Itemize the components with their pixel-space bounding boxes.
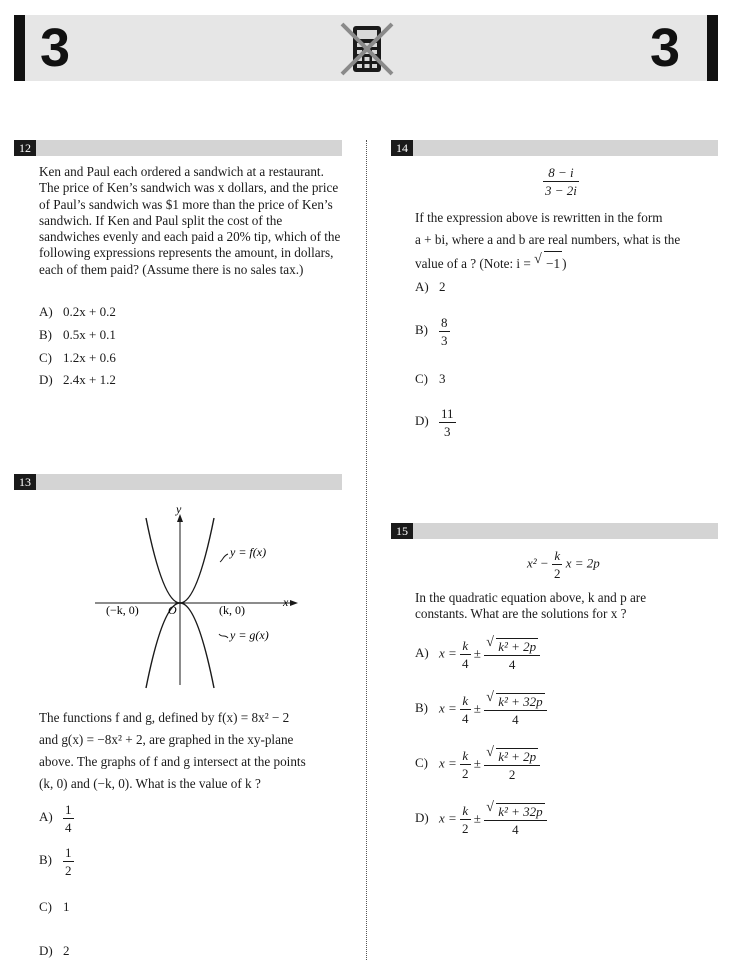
choice-14-a[interactable]: A) 2 — [415, 279, 446, 294]
choice-13-d[interactable]: D) 2 — [39, 943, 70, 958]
choice-15-d[interactable]: D) x = $\frac{k}{2}$ ± √ $\frac{\text{k² + 32p}}{4}$ — [415, 803, 547, 836]
stem-line: If the expression above is rewritten in the form — [415, 210, 663, 225]
question-15-bar — [391, 523, 718, 539]
fraction: $\frac{8 - i}{3 - 2i}$ — [545, 165, 577, 198]
question-13-stem — [39, 707, 349, 795]
choice-13-c[interactable]: C) 1 — [39, 899, 70, 914]
y-axis-label: y — [176, 502, 182, 516]
choice-15-a[interactable]: A) x = $\frac{k}{4}$ ± √ $\frac{\text{k² + 2p}}{4}$ — [415, 638, 540, 671]
choice-12-b[interactable]: B) 0.5x + 0.1 — [39, 327, 116, 342]
section-number-right: 3 — [650, 18, 681, 78]
choice-12-c[interactable]: C) 1.2x + 0.6 — [39, 350, 116, 365]
fraction: √ $\frac{\text{k² + 32p}}{4}$ — [484, 803, 546, 836]
choice-12-d[interactable]: D) 2.4x + 1.2 — [39, 372, 116, 387]
no-calculator-icon — [338, 20, 396, 78]
section-number-left: 3 — [40, 18, 71, 78]
question-12-stem: Ken and Paul each ordered a sandwich at a restaurant. The price of Ken’s sandwich was x dollars, and the price of Paul’s sandwich was $1 more than the price of Ken’s sandwich. If Ken and Paul split the cost of the sandwiches evenly and each paid a 20% tip, which of the following expressions represents the amount, in dollars, each of them paid? (Assume there is no sales tax.) — [39, 164, 341, 277]
question-15-stem — [415, 590, 720, 623]
stem-line: and g(x) = −8x² + 2, are graphed in the xy-plane — [39, 732, 294, 747]
fraction: $\frac{k}{2}$ — [462, 803, 469, 836]
question-number: 15 — [391, 523, 413, 539]
equation-15: x² − $\frac{k}{2}$ x = 2p — [527, 548, 600, 581]
f-label: y = f(x) — [230, 545, 267, 559]
square-root: √ −1 — [534, 251, 562, 275]
question-number: 12 — [14, 140, 36, 156]
stem-line: constants. What are the solutions for x ? — [415, 606, 627, 622]
header-right-bar — [707, 15, 718, 81]
choice-14-b[interactable]: B) $\frac{8}{3}$ — [415, 315, 448, 348]
x-axis-label: x — [283, 595, 289, 609]
question-14-stem — [415, 207, 720, 275]
choice-13-a[interactable]: A) $\frac{1}{4}$ — [39, 802, 72, 835]
fraction: $\frac{k}{2}$ — [553, 548, 561, 581]
g-label: y = g(x) — [230, 628, 269, 642]
question-13-bar — [14, 474, 342, 490]
column-divider — [366, 140, 367, 960]
stem-line: a + bi, where a and b are real numbers, what is the — [415, 232, 681, 247]
fraction: $\frac{1}{4}$ — [65, 802, 72, 835]
fraction: √ $\frac{\text{k² + 32p}}{4}$ — [484, 693, 546, 726]
fraction: $\frac{k}{2}$ — [462, 748, 469, 781]
g-label-pointer — [219, 634, 228, 638]
point-right-label: (k, 0) — [219, 603, 245, 617]
choice-14-d[interactable]: D) $\frac{11}{3}$ — [415, 406, 454, 439]
stem-line: value of a ? (Note: i = √ −1 ) — [415, 251, 720, 275]
expression-14 — [543, 166, 579, 197]
x-axis-arrow — [290, 600, 298, 606]
fraction: $\frac{8}{3}$ — [441, 315, 448, 348]
stem-line: The functions f and g, defined by f(x) = 8x² − 2 — [39, 710, 290, 725]
question-number: 14 — [391, 140, 413, 156]
choice-13-b[interactable]: B) $\frac{1}{2}$ — [39, 845, 72, 878]
origin-label: O — [168, 603, 177, 617]
f-label-pointer — [220, 554, 228, 562]
question-12-bar — [14, 140, 342, 156]
function-graph — [95, 500, 305, 690]
fraction: √ $\frac{\text{k² + 2p}}{2}$ — [484, 748, 540, 781]
stem-line: (k, 0) and (−k, 0). What is the value of k ? — [39, 776, 261, 791]
stem-line: In the quadratic equation above, k and p are — [415, 590, 647, 605]
choice-15-c[interactable]: C) x = $\frac{k}{2}$ ± √ $\frac{\text{k² + 2p}}{2}$ — [415, 748, 540, 781]
choice-15-b[interactable]: B) x = $\frac{k}{4}$ ± √ $\frac{\text{k² + 32p}}{4}$ — [415, 693, 547, 726]
choice-12-a[interactable]: A) 0.2x + 0.2 — [39, 304, 116, 319]
stem-line: above. The graphs of f and g intersect at the points — [39, 754, 306, 769]
question-number: 13 — [14, 474, 36, 490]
header-left-bar — [14, 15, 25, 81]
fraction: $\frac{11}{3}$ — [441, 406, 454, 439]
fraction: $\frac{k}{4}$ — [462, 638, 469, 671]
point-left-label: (−k, 0) — [106, 603, 139, 617]
fraction: $\frac{k}{4}$ — [462, 693, 469, 726]
question-14-bar — [391, 140, 718, 156]
choice-14-c[interactable]: C) 3 — [415, 371, 446, 386]
fraction: √ $\frac{\text{k² + 2p}}{4}$ — [484, 638, 540, 671]
fraction: $\frac{1}{2}$ — [65, 845, 72, 878]
